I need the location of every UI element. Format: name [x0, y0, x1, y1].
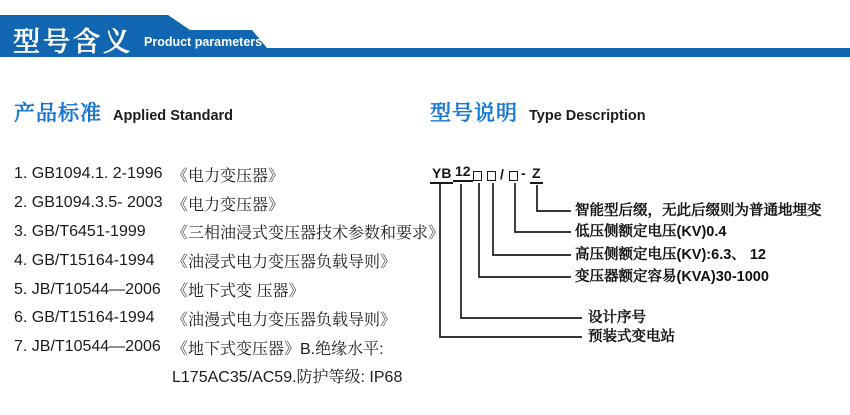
standard-code: 3. GB/T6451-1999 — [14, 222, 146, 240]
standard-code: 6. GB/T15164-1994 — [14, 309, 155, 327]
standard-code: 2. GB1094.3.5- 2003 — [14, 194, 163, 212]
standard-code: 7. JB/T10544—2006 — [14, 338, 161, 356]
type-description-heading-cn: 型号说明 — [430, 102, 518, 125]
model-code-placeholder-box — [509, 171, 518, 181]
standard-desc: 《电力变压器》 — [172, 167, 285, 185]
list-item — [14, 246, 422, 275]
diagram-label-smart-suffix: 智能型后缀，无此后缀则为普通地埋变 — [575, 203, 822, 219]
list-item — [14, 333, 422, 362]
applied-standard-heading-cn: 产品标准 — [14, 102, 102, 125]
list-item — [14, 275, 422, 304]
applied-standard-heading-en: Applied Standard — [113, 108, 234, 124]
standard-code: 4. GB/T15164-1994 — [14, 251, 155, 269]
model-code-design-no: 12 — [453, 164, 473, 182]
list-item — [14, 218, 445, 247]
standard-desc: 《地下式变 压器》 — [172, 283, 305, 301]
list-item — [14, 160, 422, 189]
type-description-heading — [430, 97, 646, 127]
page-subtitle: Product parameters — [144, 35, 263, 49]
standard-desc: 《电力变压器》 — [172, 196, 285, 214]
model-code-suffix: Z — [530, 166, 543, 184]
list-item — [14, 304, 422, 333]
type-description-heading-en: Type Description — [529, 108, 646, 124]
standard-desc-continuation: L175AC35/AC59.防护等级: IP68 — [172, 369, 403, 387]
model-code-placeholder-box — [473, 171, 482, 181]
diagram-label-hv-voltage: 高压侧额定电压(KV):6.3、 12 — [575, 247, 766, 263]
diagram-label-rated-capacity: 变压器额定容易(KVA)30-1000 — [575, 269, 769, 285]
standard-desc: 《地下式变压器》B.绝缘水平: — [172, 340, 384, 358]
standard-desc: 《油浸式电力变压器负载导则》 — [172, 254, 397, 272]
applied-standard-heading — [14, 97, 233, 127]
model-code-dash: - — [521, 165, 526, 181]
diagram-label-design-serial: 设计序号 — [588, 310, 646, 326]
page-title: 型号含义 — [13, 27, 133, 57]
diagram-label-substation-type: 预装式变电站 — [588, 329, 675, 345]
standard-desc: 《油漫式电力变压器负载导则》 — [172, 311, 397, 329]
standard-desc: 《三相油浸式变压器技术参数和要求》 — [172, 225, 445, 243]
list-item — [14, 189, 422, 218]
standard-code: 5. JB/T10544—2006 — [14, 280, 161, 298]
list-item-continuation — [14, 362, 422, 391]
model-code-slash: / — [500, 166, 504, 182]
diagram-label-lv-voltage: 低压侧额定电压(KV)0.4 — [575, 224, 727, 240]
model-code-placeholder-box — [487, 171, 496, 181]
standard-code: 1. GB1094.1. 2-1996 — [14, 165, 163, 183]
model-code-prefix: YB — [430, 166, 453, 184]
model-code-diagram — [425, 155, 850, 370]
